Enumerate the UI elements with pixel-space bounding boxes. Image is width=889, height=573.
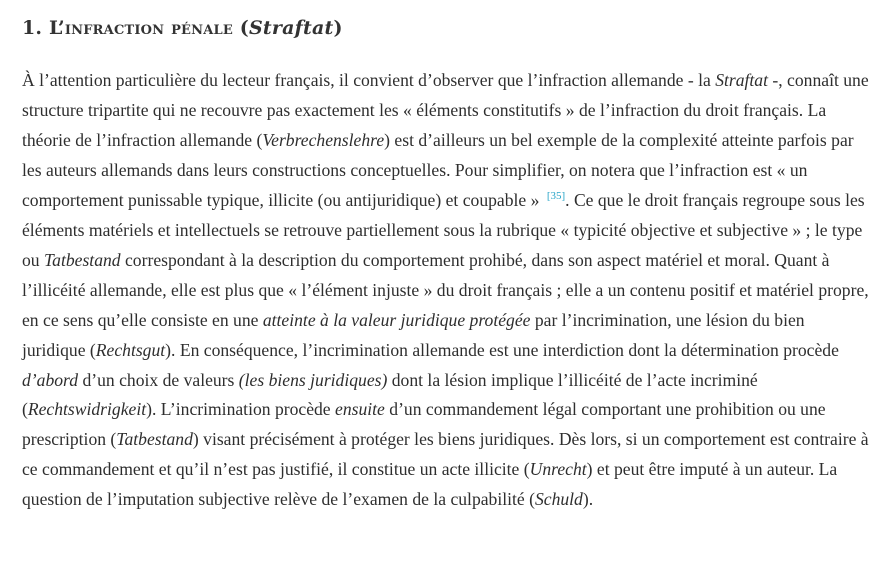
italic-term: Rechtswidrigkeit [27, 399, 147, 420]
section-title-suffix: ) [333, 17, 343, 39]
text-run: ) visant précisément à protéger les biens juridiques. Dès lors, si un comportement est contraire à ce commandement et qu’il n’est pas justifié, il constitue un acte illicite ( [22, 429, 869, 480]
italic-term: Verbrechenslehre [262, 129, 385, 150]
text-run: -, connaît une structure tripartite qui ne recouvre pas exactement les « éléments constitutifs » de l’infraction du droit français. La théorie de l’infraction allemande ( [22, 70, 869, 150]
text-run: dont la lésion implique l’illicéité de l’acte incriminé ( [22, 369, 758, 420]
text-run: À l’attention particulière du lecteur français, il convient d’observer que l’infraction allemande - la [22, 70, 716, 90]
body-paragraph [22, 66, 871, 515]
section-heading [22, 14, 871, 42]
italic-term: Tatbestand [44, 249, 121, 270]
text-run: ). En conséquence, l’incrimination allemande est une interdiction dont la détermination procède [165, 339, 839, 360]
text-run: d’un choix de valeurs [78, 369, 239, 390]
text-run: ) et peut être imputé à un auteur. La question de l’imputation subjective relève de l’examen de la culpabilité ( [22, 459, 838, 510]
italic-term: Rechtsgut [95, 339, 166, 360]
section-title-prefix: 1. L’infraction pénale ( [22, 17, 249, 39]
section-title-term: Straftat [248, 17, 334, 39]
italic-term: (les biens juridiques) [238, 369, 388, 390]
text-run: . Ce que le droit français regroupe sous les éléments matériels et intellectuels se retrouve partiellement sous la rubrique « typicité objective et subjective » ; le type ou [22, 189, 865, 270]
italic-term: ensuite [335, 399, 385, 420]
text-run: d’un commandement légal comportant une prohibition ou une prescription ( [22, 399, 826, 450]
italic-term: atteinte à la valeur juridique protégée [262, 309, 531, 330]
italic-term: Straftat [715, 70, 768, 90]
text-run: correspondant à la description du comportement prohibé, dans son aspect matériel et moral. Quant à l’illicéité allemande, elle est plus que « l’élément injuste » du droit français ; elle a un contenu positif et matériel propre, en ce sens qu’elle consiste en une [22, 249, 869, 330]
italic-term: Tatbestand [116, 429, 193, 450]
italic-term: Unrecht [529, 459, 587, 480]
text-run: par l’incrimination, une lésion du bien juridique ( [22, 309, 805, 360]
text-run: ) est d’ailleurs un bel exemple de la complexité atteinte parfois par les auteurs allemands dans leurs constructions conceptuelles. Pour simplifier, on notera que l’infraction est « un comportement punissable typique, illicite (ou antijuridique) et coupable » [22, 129, 854, 210]
italic-term: Schuld [534, 489, 583, 510]
text-run: ). L’incrimination procède [146, 399, 336, 420]
text-run: ). [582, 489, 594, 510]
footnote-link-35[interactable]: [35] [546, 189, 566, 202]
italic-term: d’abord [22, 369, 79, 390]
